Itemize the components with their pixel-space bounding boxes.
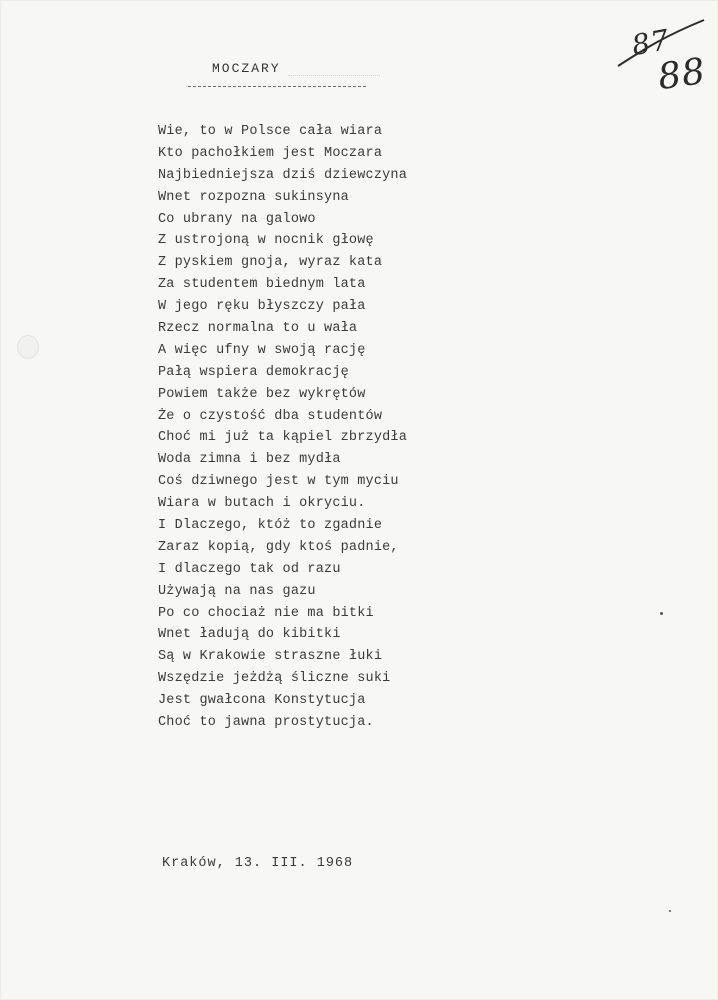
poem-line: Choć to jawna prostytucja.: [158, 715, 374, 731]
poem-line: I Dlaczego, któż to zgadnie: [158, 518, 383, 534]
title-underline: [188, 86, 366, 87]
paper-hole-mark: [17, 335, 39, 359]
poem-line: Najbiedniejsza dziś dziewczyna: [158, 167, 408, 183]
poem-line: Z ustrojoną w nocnik głowę: [158, 233, 374, 249]
poem-line: Po co chociaż nie ma bitki: [158, 605, 374, 621]
poem-line: W jego ręku błyszczy pała: [158, 299, 366, 315]
poem-text: [158, 121, 458, 734]
poem-line: Za studentem biednym lata: [158, 277, 366, 293]
dateline: Kraków, 13. III. 1968: [162, 856, 354, 871]
poem-line: Z pyskiem gnoja, wyraz kata: [158, 255, 383, 271]
poem-line: Jest gwałcona Konstytucja: [158, 693, 366, 709]
poem-line: Że o czystość dba studentów: [158, 408, 383, 424]
poem-line: Wszędzie jeżdżą śliczne suki: [158, 671, 391, 687]
poem-line: I dlaczego tak od razu: [158, 561, 341, 577]
ink-speck: [660, 612, 663, 615]
poem-line: Są w Krakowie straszne łuki: [158, 649, 383, 665]
poem-line: Wie, to w Polsce cała wiara: [158, 124, 383, 139]
poem-line: Zaraz kopią, gdy ktoś padnie,: [158, 539, 399, 555]
poem-line: Coś dziwnego jest w tym myciu: [158, 474, 399, 490]
poem-line: Pałą wspiera demokrację: [158, 364, 349, 380]
poem-line: Rzecz normalna to u wała: [158, 321, 358, 337]
archive-number-mark: [616, 18, 709, 108]
poem-line: Wnet ładują do kibitki: [158, 627, 341, 643]
poem-line: Woda zimna i bez mydła: [158, 452, 341, 468]
poem-line: Wiara w butach i okryciu.: [158, 496, 366, 512]
poem-line: A więc ufny w swoją rację: [158, 342, 366, 358]
poem-line: Kto pachołkiem jest Moczara: [158, 145, 383, 161]
poem-line: Choć mi już ta kąpiel zbrzydła: [158, 430, 408, 446]
poem-line: Co ubrany na galowo: [158, 211, 316, 227]
archive-number-top: 87: [629, 22, 673, 63]
ink-speck: [669, 910, 671, 912]
poem-line: Używają na nas gazu: [158, 583, 316, 599]
document-title: MOCZARY: [212, 61, 281, 76]
poem-line: Wnet rozpozna sukinsyna: [158, 189, 349, 205]
faint-background-underline: [288, 75, 380, 76]
archive-number-bottom: 88: [655, 50, 709, 99]
poem-line: Powiem także bez wykrętów: [158, 386, 366, 402]
